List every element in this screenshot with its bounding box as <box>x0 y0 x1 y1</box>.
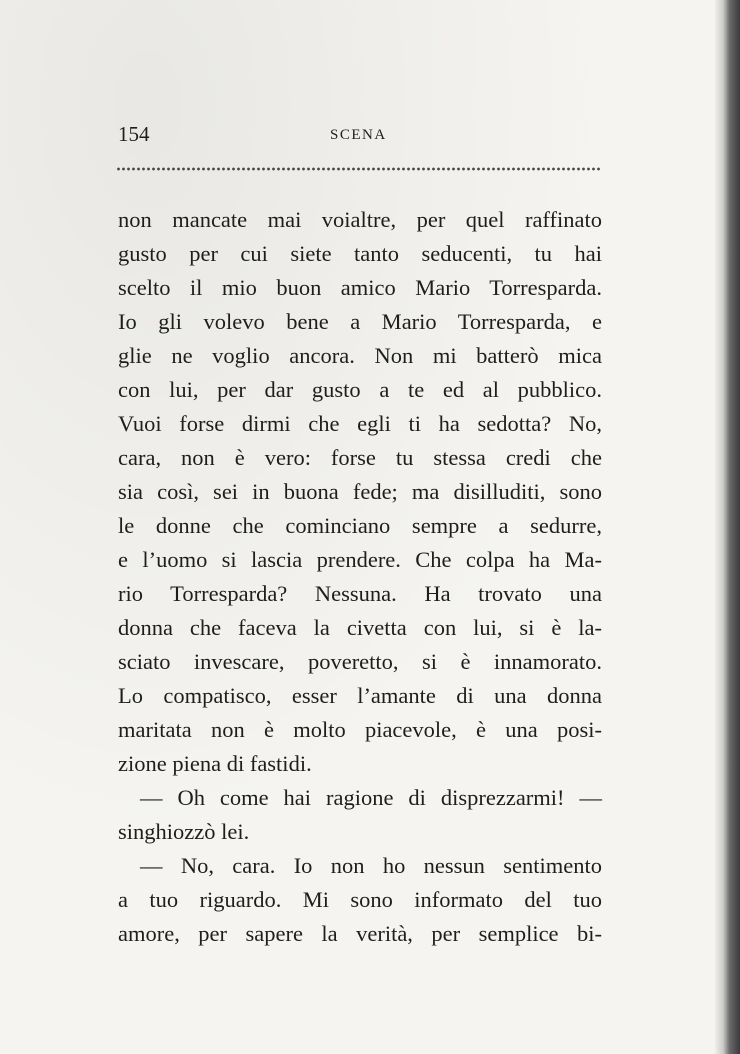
text-line: scelto il mio buon amico Mario Torresparda. <box>118 275 602 300</box>
body-text <box>118 203 602 951</box>
page-number: 154 <box>118 122 150 146</box>
text-line: gusto per cui siete tanto seducenti, tu hai <box>118 241 602 266</box>
running-title: SCENA <box>330 127 387 143</box>
text-line: e l’uomo si lascia prendere. Che colpa ha Ma- <box>118 547 602 572</box>
text-line: rio Torresparda? Nessuna. Ha trovato una <box>118 581 602 606</box>
text-line: singhiozzò lei. <box>118 819 250 844</box>
text-line: Lo compatisco, esser l’amante di una donna <box>118 683 602 708</box>
text-line: a tuo riguardo. Mi sono informato del tuo <box>118 887 602 912</box>
text-line: con lui, per dar gusto a te ed al pubblico. <box>118 377 602 402</box>
text-line: Vuoi forse dirmi che egli ti ha sedotta? No, <box>118 411 602 436</box>
text-line: cara, non è vero: forse tu stessa credi che <box>118 445 602 470</box>
page-header <box>118 122 600 150</box>
text-line: non mancate mai voialtre, per quel raffinato <box>118 207 602 232</box>
ornamental-rule <box>116 166 600 172</box>
text-line: — Oh come hai ragione di disprezzarmi! — <box>140 785 602 810</box>
text-line: le donne che cominciano sempre a sedurre, <box>118 513 602 538</box>
text-line: zione piena di fastidi. <box>118 751 312 776</box>
text-line: glie ne voglio ancora. Non mi batterò mica <box>118 343 602 368</box>
text-line: sia così, sei in buona fede; ma disilluditi, sono <box>118 479 602 504</box>
text-line: — No, cara. Io non ho nessun sentimento <box>140 853 602 878</box>
text-line: donna che faceva la civetta con lui, si è la- <box>118 615 602 640</box>
book-spine-shadow <box>714 0 740 1054</box>
text-line: amore, per sapere la verità, per semplice bi- <box>118 921 602 946</box>
text-line: Io gli volevo bene a Mario Torresparda, e <box>118 309 602 334</box>
text-line: maritata non è molto piacevole, è una posi- <box>118 717 602 742</box>
text-line: sciato invescare, poveretto, si è innamorato. <box>118 649 602 674</box>
